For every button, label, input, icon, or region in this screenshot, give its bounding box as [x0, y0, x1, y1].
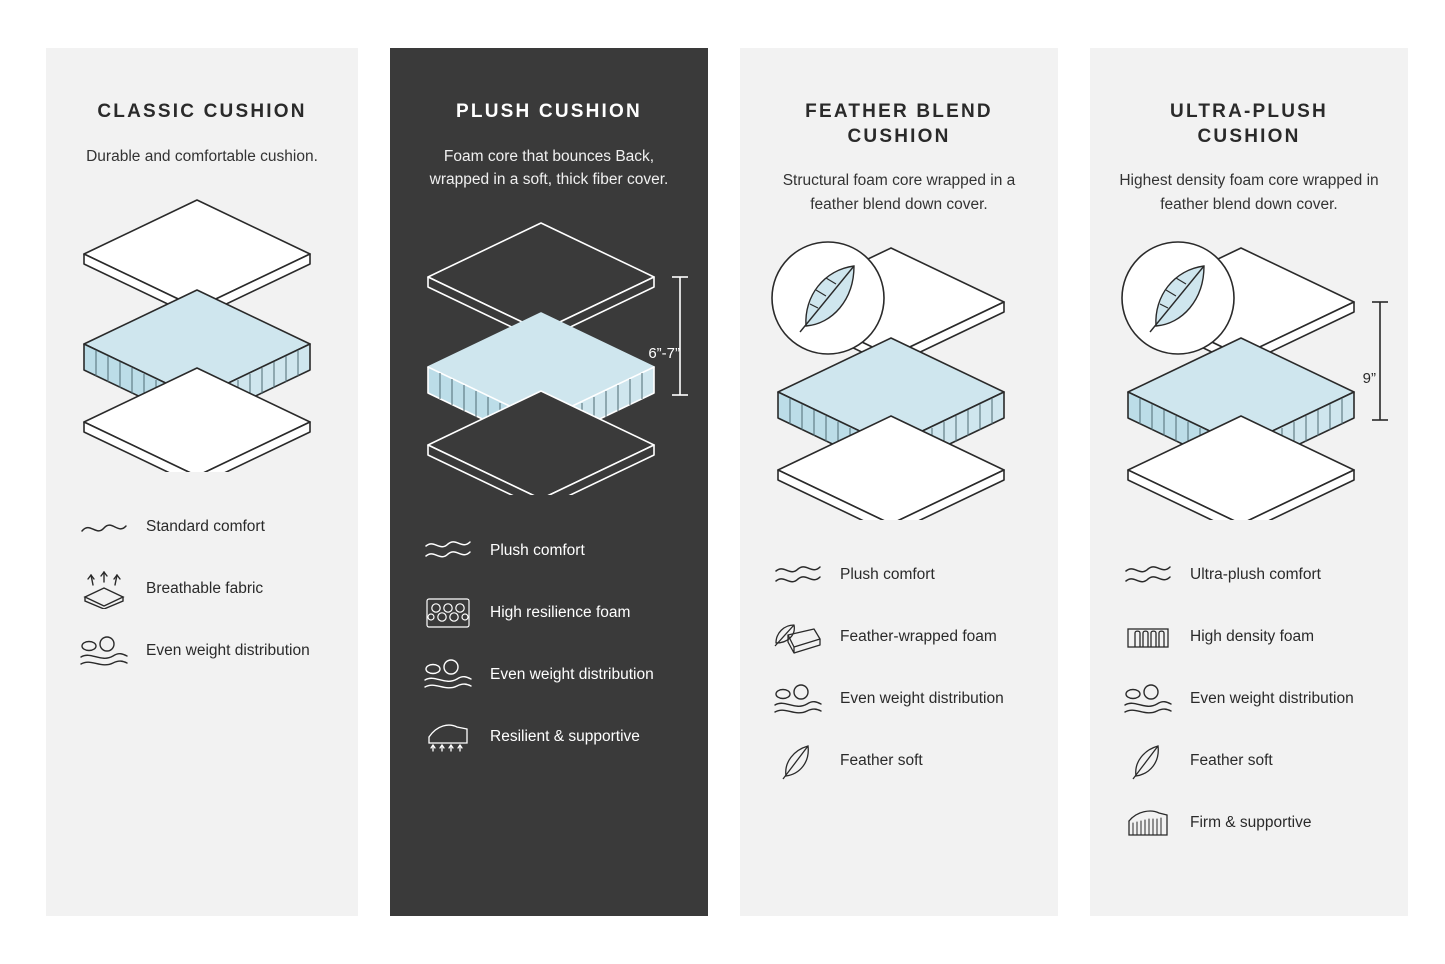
feature-label: Plush comfort	[840, 566, 935, 584]
feather-wrapped-foam-icon	[772, 618, 824, 658]
feature-label: Even weight distribution	[1190, 690, 1354, 708]
dimension-label: 9”	[1362, 369, 1376, 387]
feature-item	[772, 556, 1026, 596]
feature-label: High resilience foam	[490, 603, 631, 621]
feature-label: Even weight distribution	[490, 665, 654, 683]
feature-label: Breathable fabric	[146, 580, 264, 598]
feature-item	[422, 531, 676, 571]
feature-label: Feather soft	[840, 752, 923, 770]
feature-item	[78, 570, 326, 610]
exploded-cushion-illustration	[416, 215, 682, 515]
weight-distribution-icon	[772, 680, 824, 720]
feature-item	[78, 508, 326, 548]
feather-icon	[772, 742, 824, 782]
weight-distribution-icon	[422, 655, 474, 695]
feature-item	[1122, 680, 1376, 720]
feature-list	[766, 556, 1032, 782]
feather-badge-icon	[772, 242, 884, 354]
feature-item	[772, 680, 1026, 720]
feature-item	[1122, 618, 1376, 658]
cushion-card-ultra-plush[interactable]	[1090, 48, 1408, 916]
card-title: PLUSH CUSHION	[456, 101, 642, 122]
weight-distribution-icon	[1122, 680, 1174, 720]
cushion-layers-diagram	[766, 240, 1056, 520]
exploded-cushion-illustration	[72, 192, 332, 492]
card-description: Foam core that bounces Back, wrapped in a soft, thick fiber cover.	[429, 147, 669, 188]
feature-label: Even weight distribution	[146, 642, 310, 660]
feather-icon	[1122, 742, 1174, 782]
feature-label: Plush comfort	[490, 541, 585, 559]
resilient-support-icon	[422, 717, 474, 757]
wave-icon	[422, 531, 474, 571]
feature-item	[772, 742, 1026, 782]
card-description: Highest density foam core wrapped in feather blend down cover.	[1119, 172, 1379, 213]
feature-item	[1122, 804, 1376, 844]
high-density-foam-icon	[1122, 618, 1174, 658]
feature-item	[1122, 556, 1376, 596]
feature-label: Feather soft	[1190, 752, 1273, 770]
honeycomb-foam-icon	[422, 593, 474, 633]
feature-label: Resilient & supportive	[490, 727, 640, 745]
feature-label: High density foam	[1190, 628, 1315, 646]
firm-support-icon	[1122, 804, 1174, 844]
exploded-cushion-illustration	[766, 240, 1032, 540]
feather-badge-icon	[1122, 242, 1234, 354]
exploded-cushion-illustration	[1116, 240, 1382, 540]
feature-item	[422, 655, 676, 695]
cushion-card-feather-blend[interactable]	[740, 48, 1058, 916]
card-title: CLASSIC CUSHION	[97, 101, 307, 122]
card-description: Structural foam core wrapped in a feather blend down cover.	[782, 172, 1016, 213]
feature-label: Feather-wrapped foam	[840, 628, 997, 646]
feature-label: Even weight distribution	[840, 690, 1004, 708]
feature-item	[1122, 742, 1376, 782]
card-description: Durable and comfortable cushion.	[86, 147, 318, 165]
feature-item	[422, 593, 676, 633]
card-title: FEATHER BLEND CUSHION	[805, 101, 993, 147]
cushion-card-plush[interactable]	[390, 48, 708, 916]
card-title: ULTRA-PLUSH CUSHION	[1170, 101, 1328, 147]
feature-item	[772, 618, 1026, 658]
breathable-fabric-icon	[78, 570, 130, 610]
wave-icon	[1122, 556, 1174, 596]
feature-list	[72, 508, 332, 672]
cushion-card-classic[interactable]	[46, 48, 358, 916]
weight-distribution-icon	[78, 632, 130, 672]
feature-label: Firm & supportive	[1190, 814, 1312, 832]
feature-label: Standard comfort	[146, 518, 265, 536]
feature-list	[416, 531, 682, 757]
feature-label: Ultra-plush comfort	[1190, 566, 1321, 584]
feature-list	[1116, 556, 1382, 844]
wave-icon	[78, 508, 130, 548]
feature-item	[78, 632, 326, 672]
wave-icon	[772, 556, 824, 596]
cushion-layers-diagram	[72, 192, 332, 472]
feature-item	[422, 717, 676, 757]
dimension-label: 6”-7”	[648, 345, 680, 363]
